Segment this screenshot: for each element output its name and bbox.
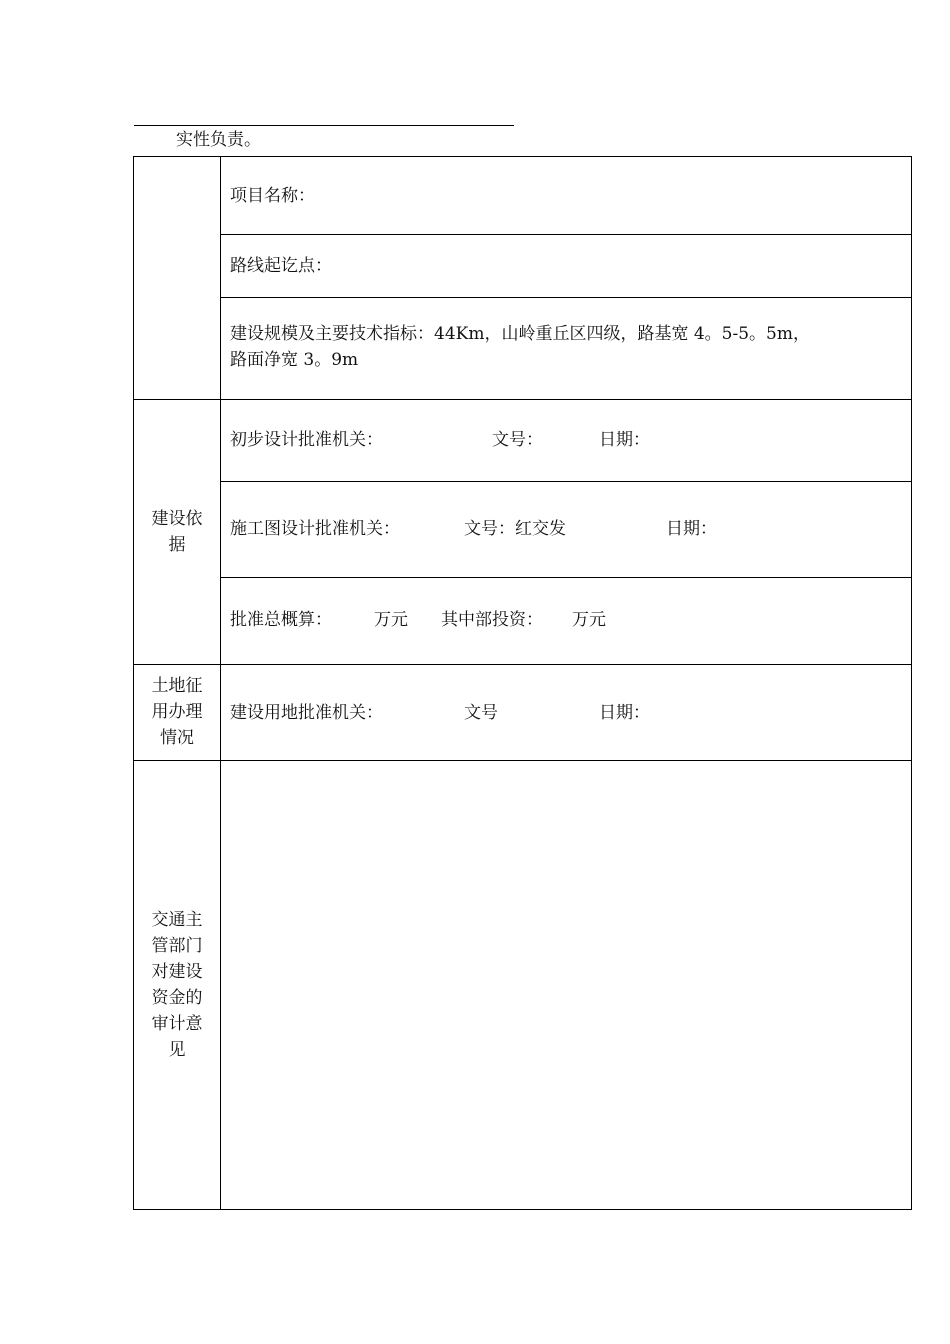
top-rule bbox=[134, 125, 514, 126]
ministry-investment-unit: 万元 bbox=[572, 610, 606, 630]
approved-budget-unit: 万元 bbox=[374, 610, 408, 630]
project-side-label bbox=[134, 157, 220, 399]
prelim-doc-number: 文号： bbox=[492, 430, 543, 450]
lead-text: 实性负责。 bbox=[176, 130, 261, 150]
construction-date: 日期： bbox=[666, 519, 717, 539]
land-side-label: 土地征用办理情况 bbox=[151, 676, 203, 748]
row-divider bbox=[220, 234, 911, 235]
prelim-date: 日期： bbox=[599, 430, 650, 450]
section-divider bbox=[134, 664, 911, 665]
section-divider bbox=[134, 399, 911, 400]
prelim-approval-org: 初步设计批准机关： bbox=[230, 430, 383, 450]
scale-spec-line1: 建设规模及主要技术指标：44Km，山岭重丘区四级，路基宽 4。5-5。5m， bbox=[230, 324, 810, 344]
row-divider bbox=[220, 297, 911, 298]
section-divider bbox=[134, 760, 911, 761]
route-endpoints-label: 路线起讫点： bbox=[230, 256, 332, 276]
audit-side-label: 交通主管部门对建设资金的审计意见 bbox=[151, 909, 203, 1060]
row-divider bbox=[220, 577, 911, 578]
construction-drawing-approval-org: 施工图设计批准机关： bbox=[230, 519, 400, 539]
basis-side-label: 建设依据 bbox=[151, 508, 203, 555]
land-approval-org: 建设用地批准机关： bbox=[230, 703, 383, 723]
column-divider bbox=[220, 157, 221, 1209]
approved-budget-label: 批准总概算： bbox=[230, 610, 332, 630]
ministry-investment-label: 其中部投资： bbox=[441, 610, 543, 630]
approval-form-table bbox=[133, 156, 912, 1210]
land-date: 日期： bbox=[599, 703, 650, 723]
scale-spec-line2: 路面净宽 3。9m bbox=[230, 350, 359, 370]
construction-doc-number: 文号：红交发 bbox=[464, 519, 566, 539]
project-name-label: 项目名称： bbox=[230, 186, 315, 206]
land-doc-number: 文号 bbox=[464, 703, 498, 723]
row-divider bbox=[220, 481, 911, 482]
